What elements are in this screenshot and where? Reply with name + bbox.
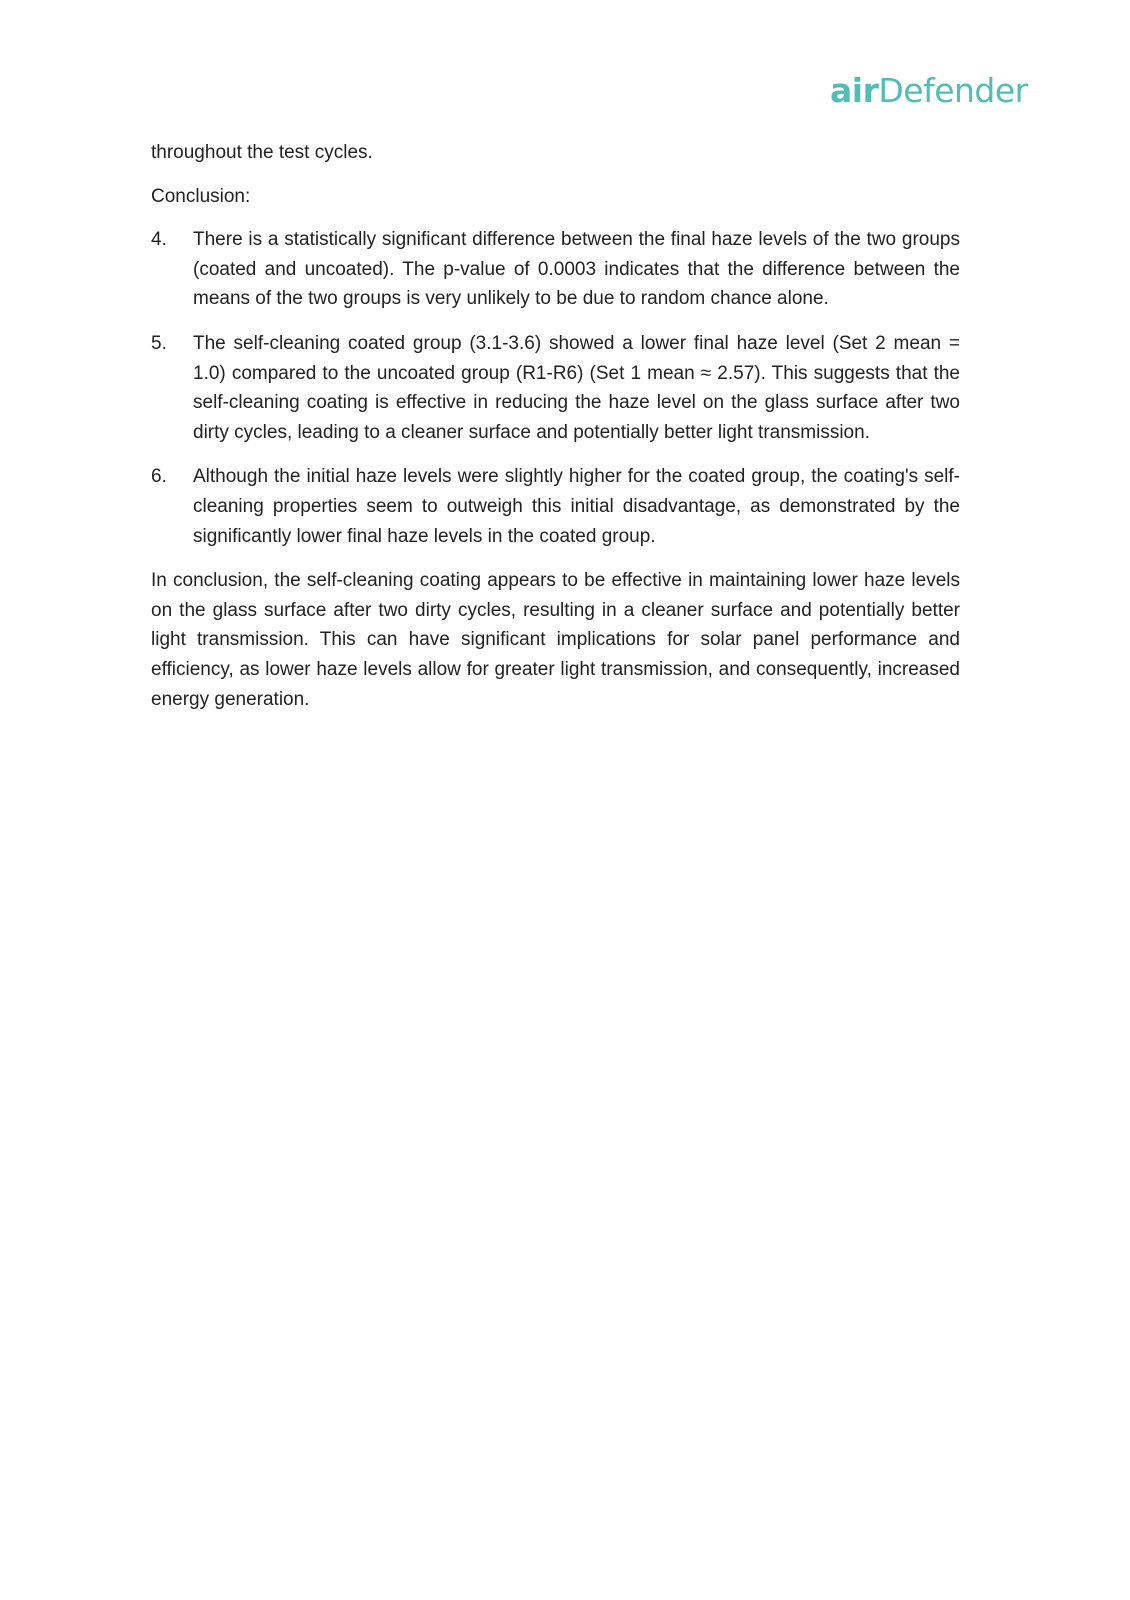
list-item-number: 4. [151,229,167,251]
conclusion-list [151,225,960,551]
logo-text-defender: Defender [878,71,1028,110]
logo-text-air: air [830,71,879,110]
conclusion-heading: Conclusion: [151,185,251,207]
list-item-text: There is a statistically significant difference between the final haze levels of the two groups (coated and uncoated). The p-value of 0.0003 indicates that the difference between the means of the two groups is very unlikely to be due to random chance alone. [193,229,960,310]
continuation-text: throughout the test cycles. [151,142,373,163]
list-item [151,329,960,447]
list-item-text: Although the initial haze levels were slightly higher for the coated group, the coating's self-cleaning properties seem to outweigh this initial disadvantage, as demonstrated by the significantly lower final haze levels in the coated group. [193,466,960,547]
list-item [151,225,960,314]
list-item-number: 5. [151,332,167,354]
closing-paragraph: In conclusion, the self-cleaning coating appears to be effective in maintaining lower haze levels on the glass surface after two dirty cycles, resulting in a cleaner surface and potentially better light transmission. This can have significant implications for solar panel performance and efficiency, as lower haze levels allow for greater light transmission, and consequently, increased energy generation. [151,570,960,710]
list-item [151,462,960,551]
document-body [151,138,960,714]
list-item-number: 6. [151,466,167,488]
list-item-text: The self-cleaning coated group (3.1-3.6) showed a lower final haze level (Set 2 mean = 1.0) compared to the uncoated group (R1-R6) (Set 1 mean ≈ 2.57). This suggests that the self-cleaning coating is effective in reducing the haze level on the glass surface after two dirty cycles, leading to a cleaner surface and potentially better light transmission. [193,332,960,443]
airdefender-logo [830,71,1028,110]
